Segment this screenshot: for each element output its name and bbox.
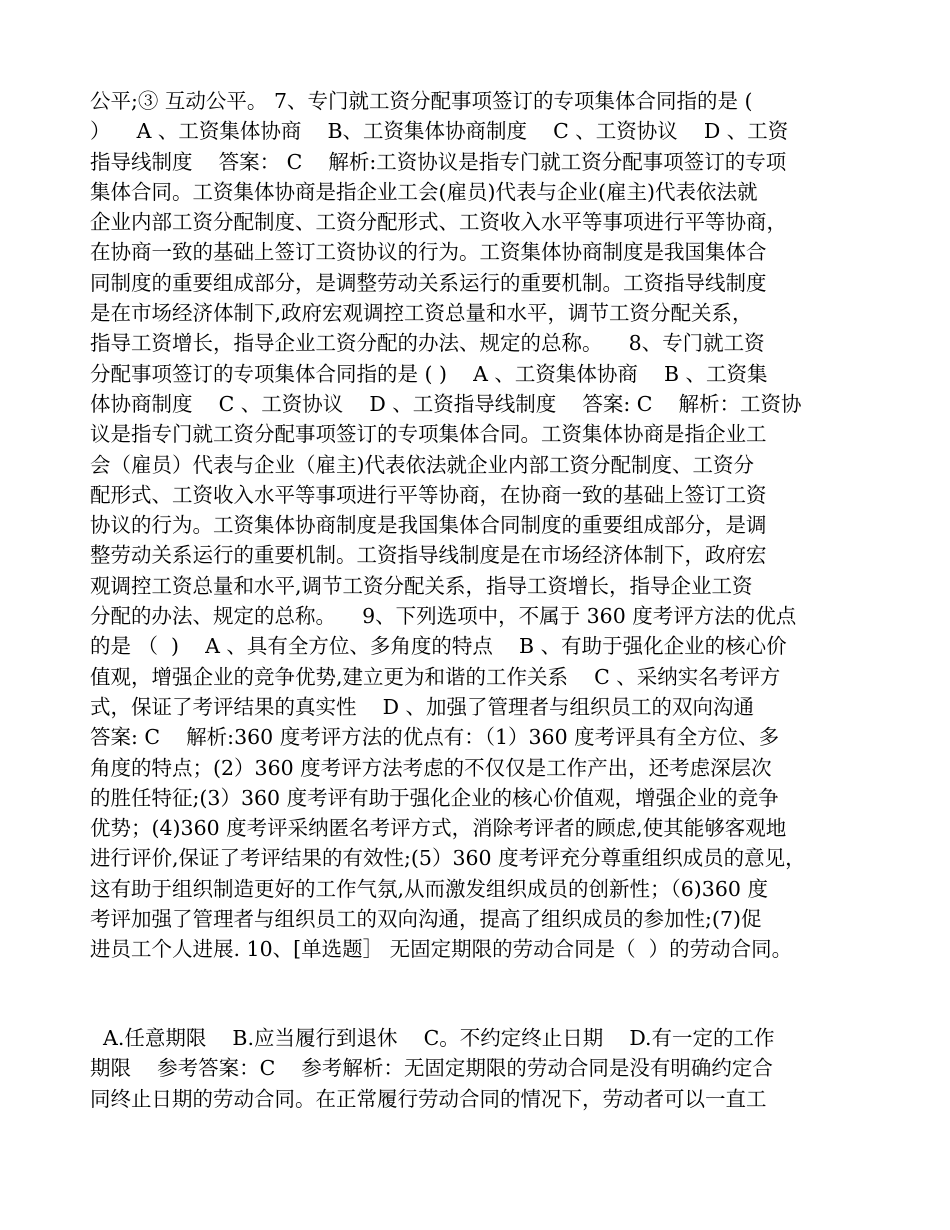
text-line: 期限 参考答案：C 参考解析：无固定期限的劳动合同是没有明确约定合 [90, 1056, 773, 1081]
text-line: 这有助于组织制造更好的工作气氛,从而激发组织成员的创新性；（6)360 度 [90, 876, 768, 901]
text-line: 协议的行为。工资集体协商制度是我国集体合同制度的重要组成部分，是调 [90, 513, 767, 538]
paragraph-1 [90, 86, 870, 965]
text-line: 进员工个人进展. 10、[单选题］ 无固定期限的劳动合同是（ ）的劳动合同。 [90, 937, 793, 962]
text-line: 议是指专门就工资分配事项签订的专项集体合同。工资集体协商是指企业工 [90, 422, 767, 447]
text-line: 在协商一致的基础上签订工资协议的行为。工资集体协商制度是我国集体合 [90, 240, 767, 265]
text-line: 考评加强了管理者与组织员工的双向沟通，提高了组织成员的参加性;(7)促 [90, 907, 762, 932]
text-line: 整劳动关系运行的重要机制。工资指导线制度是在市场经济体制下，政府宏 [90, 543, 767, 568]
text-line: 指导工资增长，指导企业工资分配的办法、规定的总称。 8、专门就工资 [90, 331, 765, 356]
text-line: 角度的特点；(2）360 度考评方法考虑的不仅仅是工作产出，还考虑深层次 [90, 755, 772, 780]
text-line: 指导线制度 答案： C 解析:工资协议是指专门就工资分配事项签订的专项 [90, 149, 787, 174]
text-line: 公平;③ 互动公平。 7、专门就工资分配事项签订的专项集体合同指的是 ( [90, 89, 753, 113]
text-line: 企业内部工资分配制度、工资分配形式、工资收入水平等事项进行平等协商， [90, 210, 787, 235]
paragraph-2 [90, 1023, 870, 1114]
text-line: 是在市场经济体制下,政府宏观调控工资总量和水平，调节工资分配关系， [90, 301, 753, 326]
text-line: 优势；(4)360 度考评采纳匿名考评方式，消除考评者的顾虑,使其能够客观地 [90, 816, 787, 841]
text-line: 式，保证了考评结果的真实性 D 、加强了管理者与组织员工的双向沟通 [90, 694, 755, 719]
text-line: ） A 、工资集体协商 B、工资集体协商制度 C 、工资协议 D 、工资 [90, 119, 789, 144]
text-line: 集体合同。工资集体协商是指企业工会(雇员)代表与企业(雇主)代表依法就 [90, 179, 758, 204]
text-line: A.任意期限 B.应当履行到退休 C。不约定终止日期 D.有一定的工作 [90, 1026, 775, 1050]
text-line: 答案: C 解析:360 度考评方法的优点有：（1）360 度考评具有全方位、多 [90, 725, 780, 750]
text-line: 体协商制度 C 、工资协议 D 、工资指导线制度 答案: C 解析：工资协 [90, 391, 802, 416]
text-line: 值观，增强企业的竞争优势,建立更为和谐的工作关系 C 、采纳实名考评方 [90, 664, 781, 689]
text-line: 进行评价,保证了考评结果的有效性;(5）360 度考评充分尊重组织成员的意见， [90, 846, 806, 871]
text-line: 的是 （ ) A 、具有全方位、多角度的特点 B 、有助于强化企业的核心价 [90, 634, 787, 659]
text-line: 同制度的重要组成部分，是调整劳动关系运行的重要机制。工资指导线制度 [90, 270, 767, 295]
text-line: 分配的办法、规定的总称。 9、下列选项中，不属于 360 度考评方法的优点 [90, 604, 797, 629]
text-line: 同终止日期的劳动合同。在正常履行劳动合同的情况下，劳动者可以一直工 [90, 1086, 767, 1111]
text-line: 会（雇员）代表与企业（雇主)代表依法就企业内部工资分配制度、工资分 [90, 452, 754, 477]
text-line: 的胜任特征;(3）360 度考评有助于强化企业的核心价值观，增强企业的竞争 [90, 785, 779, 810]
text-line: 分配事项签订的专项集体合同指的是 ( ) A 、工资集体协商 B 、工资集 [90, 361, 768, 386]
text-line: 配形式、工资收入水平等事项进行平等协商，在协商一致的基础上签订工资 [90, 482, 767, 507]
text-line: 观调控工资总量和水平,调节工资分配关系，指导工资增长，指导企业工资 [90, 573, 753, 598]
